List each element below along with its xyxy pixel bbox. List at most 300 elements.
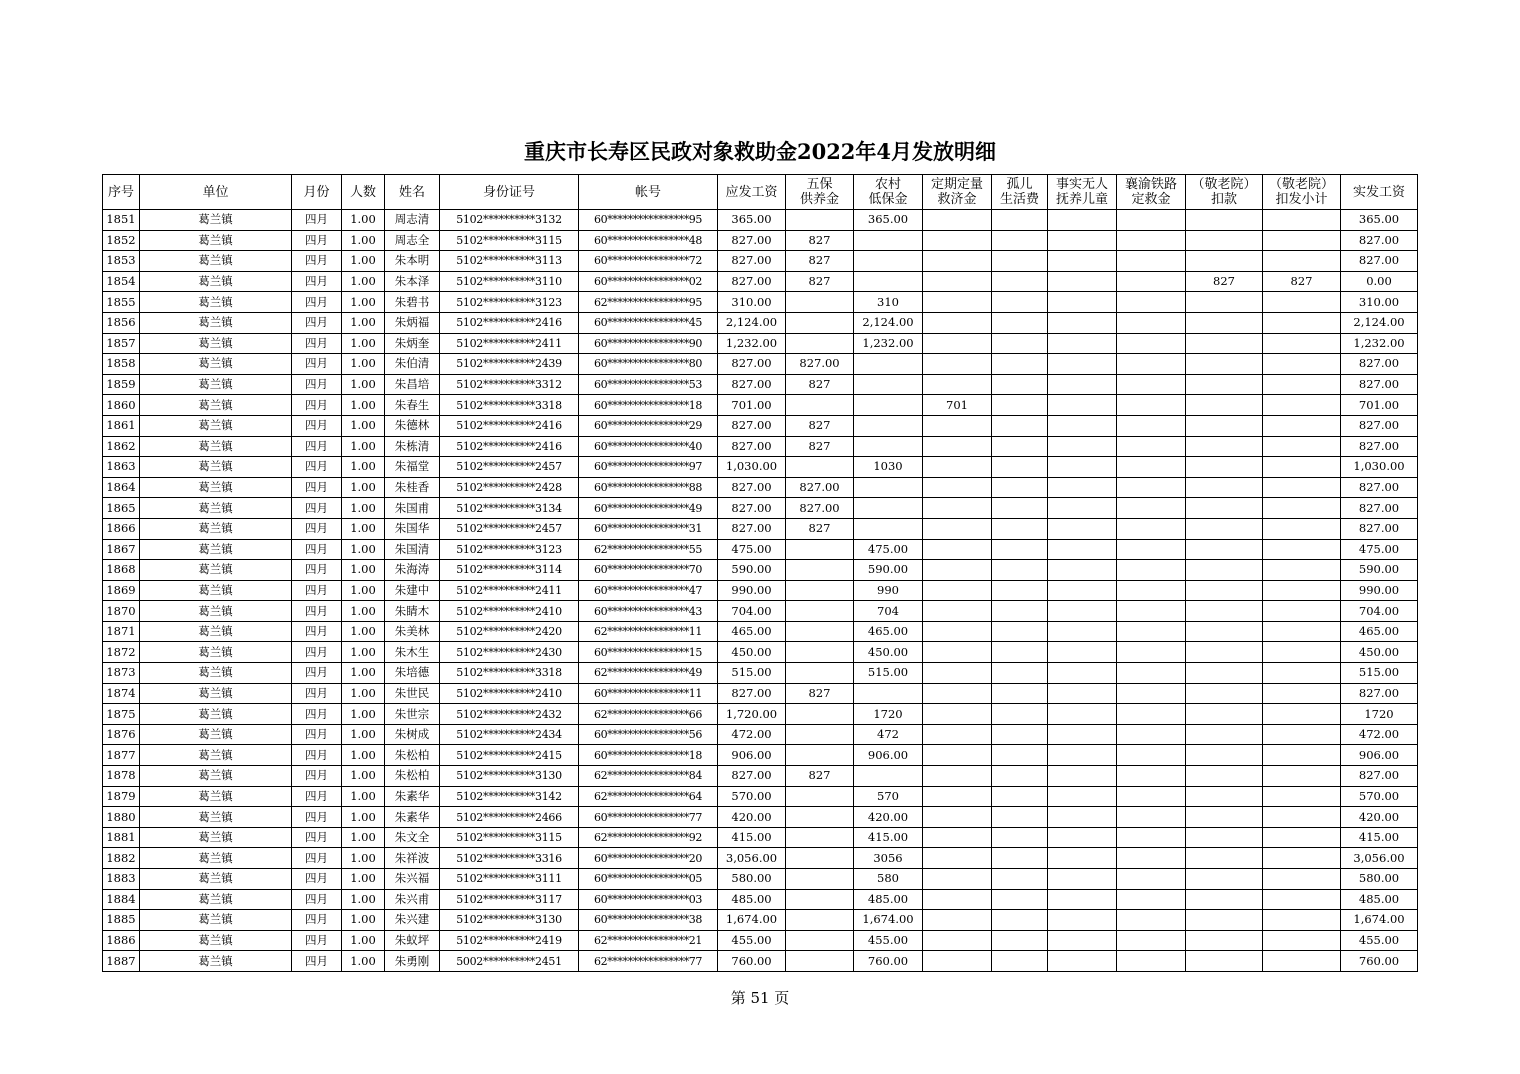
table-cell: 四月 — [292, 951, 342, 972]
table-cell: 1,674.00 — [1341, 910, 1418, 931]
table-cell: 葛兰镇 — [140, 271, 292, 292]
table-cell: 1.00 — [342, 910, 385, 931]
table-cell: 1869 — [103, 580, 140, 601]
table-cell: 朱树成 — [385, 724, 440, 745]
table-cell: 62****************21 — [579, 930, 718, 951]
table-cell — [786, 601, 854, 622]
table-cell: 570 — [854, 786, 923, 807]
table-cell — [854, 415, 923, 436]
table-cell: 760.00 — [854, 951, 923, 972]
table-cell: 365.00 — [718, 210, 786, 231]
table-cell — [1117, 786, 1186, 807]
table-cell — [1263, 354, 1341, 375]
table-cell: 5102**********2430 — [440, 642, 579, 663]
table-cell — [992, 560, 1048, 581]
table-cell: 四月 — [292, 910, 342, 931]
table-cell — [1263, 683, 1341, 704]
table-cell: 周志全 — [385, 230, 440, 251]
table-cell — [923, 724, 992, 745]
table-cell: 1860 — [103, 395, 140, 416]
table-cell: 朱春生 — [385, 395, 440, 416]
table-cell: 827 — [786, 518, 854, 539]
table-cell — [1117, 210, 1186, 231]
table-cell — [1186, 827, 1263, 848]
table-row — [103, 333, 1418, 354]
table-cell — [992, 539, 1048, 560]
table-cell: 60****************53 — [579, 374, 718, 395]
table-cell — [1048, 580, 1117, 601]
table-cell — [992, 415, 1048, 436]
table-cell — [1048, 889, 1117, 910]
table-cell: 1.00 — [342, 374, 385, 395]
table-cell: 1867 — [103, 539, 140, 560]
table-cell: 1.00 — [342, 621, 385, 642]
table-cell — [786, 560, 854, 581]
table-row — [103, 251, 1418, 272]
table-cell: 827.00 — [1341, 477, 1418, 498]
table-cell: 朱本明 — [385, 251, 440, 272]
table-cell: 590.00 — [718, 560, 786, 581]
table-cell: 485.00 — [854, 889, 923, 910]
table-cell: 葛兰镇 — [140, 663, 292, 684]
table-cell — [1117, 580, 1186, 601]
table-cell: 827.00 — [1341, 518, 1418, 539]
table-cell — [1048, 498, 1117, 519]
table-cell — [1048, 354, 1117, 375]
table-cell: 60****************72 — [579, 251, 718, 272]
column-header: 孤儿 生活费 — [992, 175, 1048, 210]
table-cell: 60****************97 — [579, 457, 718, 478]
table-cell — [992, 251, 1048, 272]
table-cell — [1263, 560, 1341, 581]
table-cell: 1.00 — [342, 251, 385, 272]
table-cell — [992, 642, 1048, 663]
table-cell: 葛兰镇 — [140, 539, 292, 560]
table-cell: 四月 — [292, 580, 342, 601]
table-cell — [1186, 663, 1263, 684]
table-cell — [1048, 271, 1117, 292]
table-cell: 2,124.00 — [1341, 312, 1418, 333]
table-cell: 827.00 — [786, 354, 854, 375]
table-cell — [923, 827, 992, 848]
table-cell — [923, 292, 992, 313]
table-cell — [1048, 333, 1117, 354]
table-cell: 1882 — [103, 848, 140, 869]
table-row — [103, 663, 1418, 684]
table-cell: 827.00 — [1341, 766, 1418, 787]
table-cell — [923, 498, 992, 519]
table-cell: 60****************56 — [579, 724, 718, 745]
table-cell — [1186, 292, 1263, 313]
table-cell: 1858 — [103, 354, 140, 375]
table-cell: 1.00 — [342, 889, 385, 910]
table-cell — [1186, 251, 1263, 272]
table-cell: 420.00 — [1341, 807, 1418, 828]
table-cell: 朱国清 — [385, 539, 440, 560]
table-cell: 701.00 — [718, 395, 786, 416]
table-cell: 葛兰镇 — [140, 436, 292, 457]
table-cell: 62****************95 — [579, 292, 718, 313]
table-cell: 1,720.00 — [718, 704, 786, 725]
table-cell: 475.00 — [854, 539, 923, 560]
table-cell: 515.00 — [718, 663, 786, 684]
table-cell — [1263, 580, 1341, 601]
table-row — [103, 724, 1418, 745]
table-cell: 5102**********2416 — [440, 436, 579, 457]
table-cell — [923, 601, 992, 622]
table-cell: 葛兰镇 — [140, 457, 292, 478]
table-cell: 四月 — [292, 518, 342, 539]
table-cell — [1186, 621, 1263, 642]
table-cell: 1720 — [854, 704, 923, 725]
table-cell: 827.00 — [1341, 415, 1418, 436]
table-cell: 葛兰镇 — [140, 477, 292, 498]
table-cell: 葛兰镇 — [140, 889, 292, 910]
table-cell: 葛兰镇 — [140, 601, 292, 622]
table-cell: 四月 — [292, 745, 342, 766]
table-cell — [854, 683, 923, 704]
table-cell: 朱兴福 — [385, 869, 440, 890]
table-cell: 5102**********2416 — [440, 415, 579, 436]
table-cell — [1263, 539, 1341, 560]
table-cell — [992, 292, 1048, 313]
table-cell: 朱昌培 — [385, 374, 440, 395]
table-cell: 朱海涛 — [385, 560, 440, 581]
table-cell: 葛兰镇 — [140, 395, 292, 416]
table-cell: 5102**********3130 — [440, 910, 579, 931]
table-row — [103, 621, 1418, 642]
table-cell — [1263, 621, 1341, 642]
table-cell: 朱炳福 — [385, 312, 440, 333]
table-cell: 葛兰镇 — [140, 766, 292, 787]
column-header: （敬老院） 扣发小计 — [1263, 175, 1341, 210]
table-cell — [992, 869, 1048, 890]
table-cell: 1875 — [103, 704, 140, 725]
table-cell: 1.00 — [342, 518, 385, 539]
table-cell: 葛兰镇 — [140, 910, 292, 931]
table-cell: 葛兰镇 — [140, 415, 292, 436]
table-cell — [786, 704, 854, 725]
table-cell: 1873 — [103, 663, 140, 684]
table-cell: 葛兰镇 — [140, 560, 292, 581]
table-cell — [923, 457, 992, 478]
table-cell: 1857 — [103, 333, 140, 354]
table-cell: 485.00 — [718, 889, 786, 910]
table-cell: 5102**********3113 — [440, 251, 579, 272]
table-cell: 朱碧书 — [385, 292, 440, 313]
table-row — [103, 395, 1418, 416]
table-cell — [1186, 539, 1263, 560]
table-row — [103, 518, 1418, 539]
table-cell — [1117, 745, 1186, 766]
table-cell: 1864 — [103, 477, 140, 498]
table-cell — [992, 518, 1048, 539]
table-row — [103, 786, 1418, 807]
table-cell — [1263, 333, 1341, 354]
table-cell — [854, 374, 923, 395]
table-cell — [1263, 415, 1341, 436]
table-cell: 60****************05 — [579, 869, 718, 890]
table-cell — [1186, 518, 1263, 539]
table-cell: 朱栋清 — [385, 436, 440, 457]
table-cell: 四月 — [292, 230, 342, 251]
table-cell: 60****************18 — [579, 395, 718, 416]
column-header: 单位 — [140, 175, 292, 210]
table-cell — [786, 333, 854, 354]
table-cell: 朱德林 — [385, 415, 440, 436]
table-cell — [1186, 498, 1263, 519]
table-cell — [923, 807, 992, 828]
table-cell — [1186, 766, 1263, 787]
table-cell — [1117, 807, 1186, 828]
table-cell: 60****************77 — [579, 807, 718, 828]
table-cell — [1048, 312, 1117, 333]
table-cell: 四月 — [292, 766, 342, 787]
table-row — [103, 848, 1418, 869]
table-cell: 465.00 — [718, 621, 786, 642]
table-cell: 3,056.00 — [718, 848, 786, 869]
table-cell: 827.00 — [1341, 354, 1418, 375]
table-cell — [1117, 251, 1186, 272]
table-cell — [923, 951, 992, 972]
table-cell — [1048, 745, 1117, 766]
table-cell: 葛兰镇 — [140, 724, 292, 745]
table-cell: 四月 — [292, 848, 342, 869]
table-cell: 1865 — [103, 498, 140, 519]
table-cell — [786, 930, 854, 951]
table-cell: 827 — [786, 251, 854, 272]
table-cell — [1048, 642, 1117, 663]
table-cell: 62****************11 — [579, 621, 718, 642]
table-row — [103, 704, 1418, 725]
table-cell: 5102**********2428 — [440, 477, 579, 498]
table-cell — [923, 333, 992, 354]
table-cell — [1117, 354, 1186, 375]
table-cell — [786, 869, 854, 890]
table-cell: 5102**********3111 — [440, 869, 579, 890]
table-cell: 60****************40 — [579, 436, 718, 457]
table-cell — [1048, 683, 1117, 704]
table-cell: 5102**********3117 — [440, 889, 579, 910]
table-cell — [1263, 745, 1341, 766]
table-cell: 1851 — [103, 210, 140, 231]
table-cell: 62****************84 — [579, 766, 718, 787]
table-cell — [1117, 683, 1186, 704]
table-cell: 60****************80 — [579, 354, 718, 375]
table-cell: 葛兰镇 — [140, 312, 292, 333]
table-cell — [786, 457, 854, 478]
table-cell — [854, 395, 923, 416]
table-cell — [786, 786, 854, 807]
table-cell: 四月 — [292, 807, 342, 828]
table-cell: 1.00 — [342, 333, 385, 354]
table-cell: 1.00 — [342, 930, 385, 951]
table-row — [103, 951, 1418, 972]
table-cell: 5102**********3318 — [440, 395, 579, 416]
table-row — [103, 312, 1418, 333]
table-cell: 590.00 — [1341, 560, 1418, 581]
table-cell — [1186, 210, 1263, 231]
table-cell: 朱国华 — [385, 518, 440, 539]
table-cell: 5002**********2451 — [440, 951, 579, 972]
table-cell — [1117, 560, 1186, 581]
table-cell — [1263, 869, 1341, 890]
table-row — [103, 210, 1418, 231]
table-cell: 1880 — [103, 807, 140, 828]
table-cell — [1186, 951, 1263, 972]
table-cell: 827 — [786, 683, 854, 704]
table-cell: 472 — [854, 724, 923, 745]
table-cell — [992, 663, 1048, 684]
table-cell — [923, 704, 992, 725]
table-cell — [1263, 889, 1341, 910]
table-cell: 827.00 — [786, 498, 854, 519]
table-cell: 827.00 — [718, 251, 786, 272]
table-cell — [1263, 601, 1341, 622]
table-cell: 葛兰镇 — [140, 704, 292, 725]
table-cell — [992, 395, 1048, 416]
table-cell — [992, 580, 1048, 601]
table-cell: 四月 — [292, 374, 342, 395]
table-cell: 704 — [854, 601, 923, 622]
table-cell: 5102**********2434 — [440, 724, 579, 745]
table-cell: 465.00 — [854, 621, 923, 642]
table-cell: 827.00 — [786, 477, 854, 498]
table-cell: 5102**********2419 — [440, 930, 579, 951]
table-row — [103, 415, 1418, 436]
table-cell: 四月 — [292, 869, 342, 890]
table-cell: 1.00 — [342, 683, 385, 704]
table-cell: 1.00 — [342, 827, 385, 848]
table-cell — [1117, 704, 1186, 725]
table-cell: 5102**********2466 — [440, 807, 579, 828]
table-cell: 827.00 — [1341, 374, 1418, 395]
table-cell — [1186, 457, 1263, 478]
table-cell — [1263, 724, 1341, 745]
table-cell: 5102**********2415 — [440, 745, 579, 766]
table-cell: 1868 — [103, 560, 140, 581]
table-cell — [854, 230, 923, 251]
table-cell — [992, 848, 1048, 869]
table-cell: 5102**********3115 — [440, 827, 579, 848]
table-cell — [786, 663, 854, 684]
table-cell: 365.00 — [1341, 210, 1418, 231]
table-cell — [992, 951, 1048, 972]
table-cell: 朱培德 — [385, 663, 440, 684]
table-cell — [1117, 518, 1186, 539]
table-cell: 827.00 — [718, 415, 786, 436]
table-cell — [1117, 663, 1186, 684]
table-cell — [923, 910, 992, 931]
table-cell: 1876 — [103, 724, 140, 745]
table-cell — [1186, 745, 1263, 766]
table-cell — [1263, 663, 1341, 684]
table-row — [103, 374, 1418, 395]
table-cell: 60****************11 — [579, 683, 718, 704]
table-cell: 葛兰镇 — [140, 848, 292, 869]
table-cell: 827 — [786, 374, 854, 395]
table-cell: 827.00 — [1341, 498, 1418, 519]
table-cell — [1117, 724, 1186, 745]
table-cell — [1117, 827, 1186, 848]
table-cell: 450.00 — [718, 642, 786, 663]
table-cell: 葛兰镇 — [140, 745, 292, 766]
table-cell: 1863 — [103, 457, 140, 478]
table-cell: 580.00 — [718, 869, 786, 890]
table-cell: 1870 — [103, 601, 140, 622]
table-cell — [923, 374, 992, 395]
table-cell: 朱蚁坪 — [385, 930, 440, 951]
table-cell: 60****************88 — [579, 477, 718, 498]
table-cell: 990.00 — [1341, 580, 1418, 601]
table-cell: 1887 — [103, 951, 140, 972]
table-cell: 827 — [786, 271, 854, 292]
table-cell: 580.00 — [1341, 869, 1418, 890]
table-cell — [1048, 374, 1117, 395]
table-cell: 5102**********3142 — [440, 786, 579, 807]
table-cell — [1263, 786, 1341, 807]
table-cell: 葛兰镇 — [140, 807, 292, 828]
table-cell: 760.00 — [1341, 951, 1418, 972]
table-cell: 1.00 — [342, 354, 385, 375]
table-cell: 1854 — [103, 271, 140, 292]
table-cell — [786, 724, 854, 745]
table-cell — [1048, 869, 1117, 890]
table-cell: 62****************64 — [579, 786, 718, 807]
table-cell: 朱桂香 — [385, 477, 440, 498]
table-cell — [992, 889, 1048, 910]
table-cell: 570.00 — [1341, 786, 1418, 807]
table-cell: 60****************49 — [579, 498, 718, 519]
table-cell: 1.00 — [342, 539, 385, 560]
table-cell — [786, 312, 854, 333]
table-cell: 四月 — [292, 498, 342, 519]
table-row — [103, 807, 1418, 828]
table-cell: 1856 — [103, 312, 140, 333]
table-cell — [1263, 230, 1341, 251]
table-cell: 1.00 — [342, 766, 385, 787]
table-cell — [1263, 312, 1341, 333]
column-header: （敬老院） 扣款 — [1186, 175, 1263, 210]
table-cell — [1186, 683, 1263, 704]
table-cell — [786, 807, 854, 828]
table-cell — [1048, 477, 1117, 498]
table-cell — [992, 601, 1048, 622]
table-cell: 906.00 — [1341, 745, 1418, 766]
table-cell — [1263, 292, 1341, 313]
table-cell — [923, 539, 992, 560]
table-cell: 5102**********2439 — [440, 354, 579, 375]
table-cell — [1186, 580, 1263, 601]
table-cell: 葛兰镇 — [140, 251, 292, 272]
table-cell: 1885 — [103, 910, 140, 931]
table-cell — [992, 724, 1048, 745]
table-cell — [1186, 807, 1263, 828]
table-cell: 葛兰镇 — [140, 230, 292, 251]
table-cell — [923, 889, 992, 910]
table-cell — [786, 848, 854, 869]
table-cell: 四月 — [292, 312, 342, 333]
table-cell: 四月 — [292, 786, 342, 807]
table-cell — [1117, 477, 1186, 498]
table-cell — [854, 518, 923, 539]
table-cell: 760.00 — [718, 951, 786, 972]
table-cell: 472.00 — [718, 724, 786, 745]
table-cell — [1186, 642, 1263, 663]
table-cell — [1263, 251, 1341, 272]
table-cell: 四月 — [292, 292, 342, 313]
table-cell: 580 — [854, 869, 923, 890]
